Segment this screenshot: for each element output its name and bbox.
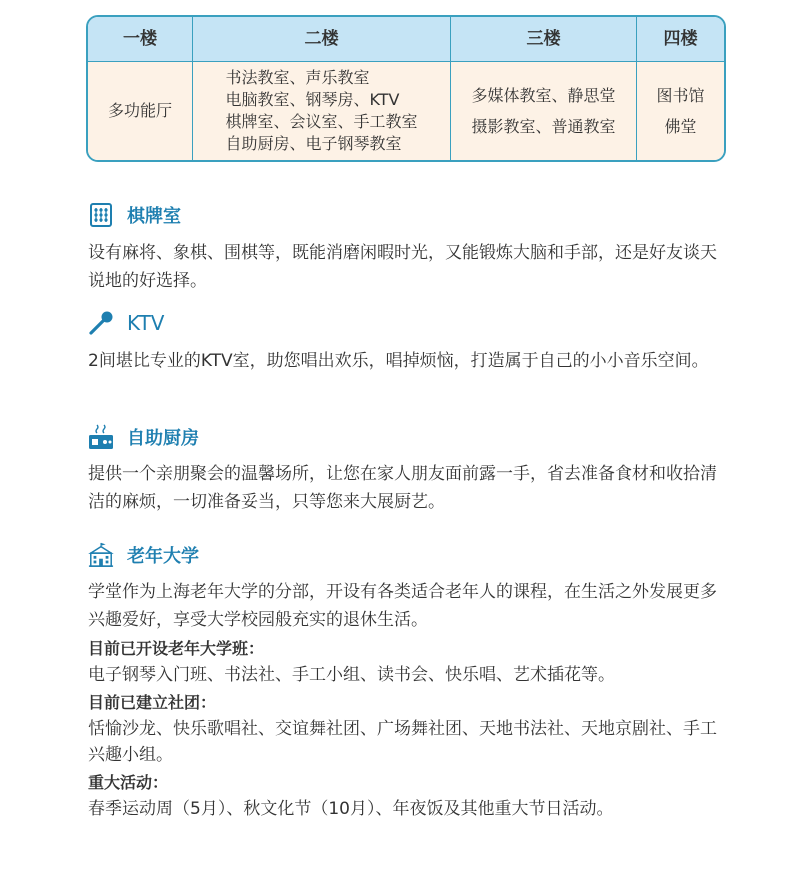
room-list-item: 多媒体教室、静思堂 <box>471 86 616 105</box>
header-floor-3: 三楼 <box>451 17 637 62</box>
section-description: 学堂作为上海老年大学的分部，开设有各类适合老年人的课程，在生活之外发展更多兴趣爱好，享受大学校园般充实的退休生活。 <box>88 582 717 630</box>
clubs-text: 恬愉沙龙、快乐歌唱社、交谊舞社团、广场舞社团、天地书法社、天地京剧社、手工兴趣小组。 <box>88 719 717 765</box>
section-chess-room <box>88 201 728 295</box>
stove-icon <box>88 424 114 450</box>
header-floor-2: 二楼 <box>193 17 451 62</box>
floor-2-rooms <box>193 62 451 160</box>
section-senior-university <box>88 541 728 822</box>
section-title: KTV <box>127 311 165 335</box>
section-title: 棋牌室 <box>127 206 181 227</box>
floor-3-rooms <box>451 62 637 160</box>
room-list-item: 图书馆 <box>656 86 705 105</box>
events-label: 重大活动： <box>88 773 169 792</box>
section-description: 设有麻将、象棋、围棋等，既能消磨闲暇时光，又能锻炼大脑和手部，还是好友谈天说地的好选择。 <box>88 243 717 291</box>
microphone-icon <box>88 310 114 336</box>
room-list-item: 自助厨房、电子钢琴教室 <box>225 134 402 153</box>
floor-4-rooms <box>637 62 724 160</box>
section-description: 提供一个亲朋聚会的温馨场所，让您在家人朋友面前露一手，省去准备食材和收拾清洁的麻烦，一切准备妥当，只等您来大展厨艺。 <box>88 464 717 512</box>
room-list-item: 佛堂 <box>664 117 697 136</box>
floor-1-rooms <box>88 62 193 160</box>
section-title: 老年大学 <box>127 546 199 567</box>
room-list-item: 摄影教室、普通教室 <box>471 117 616 136</box>
section-title: 自助厨房 <box>127 428 199 449</box>
section-ktv <box>88 309 728 375</box>
room-list-item: 电脑教室、钢琴房、KTV <box>225 90 400 109</box>
section-kitchen <box>88 423 728 516</box>
room-list-item: 多功能厅 <box>107 101 172 120</box>
clubs-label: 目前已建立社团： <box>88 693 217 712</box>
header-floor-4: 四楼 <box>637 17 724 62</box>
school-building-icon <box>88 542 114 568</box>
classes-label: 目前已开设老年大学班： <box>88 639 265 658</box>
classes-text: 电子钢琴入门班、书法社、手工小组、读书会、快乐唱、艺术插花等。 <box>88 665 615 685</box>
abacus-icon <box>88 202 114 228</box>
floor-table <box>86 15 726 162</box>
room-list-item: 书法教室、声乐教室 <box>225 68 370 87</box>
section-description: 2间堪比专业的KTV室，助您唱出欢乐，唱掉烦恼，打造属于自己的小小音乐空间。 <box>88 351 709 371</box>
room-list-item: 棋牌室、会议室、手工教室 <box>225 112 418 131</box>
events-text: 春季运动周（5月）、秋文化节（10月）、年夜饭及其他重大节日活动。 <box>88 799 614 819</box>
header-floor-1: 一楼 <box>88 17 193 62</box>
